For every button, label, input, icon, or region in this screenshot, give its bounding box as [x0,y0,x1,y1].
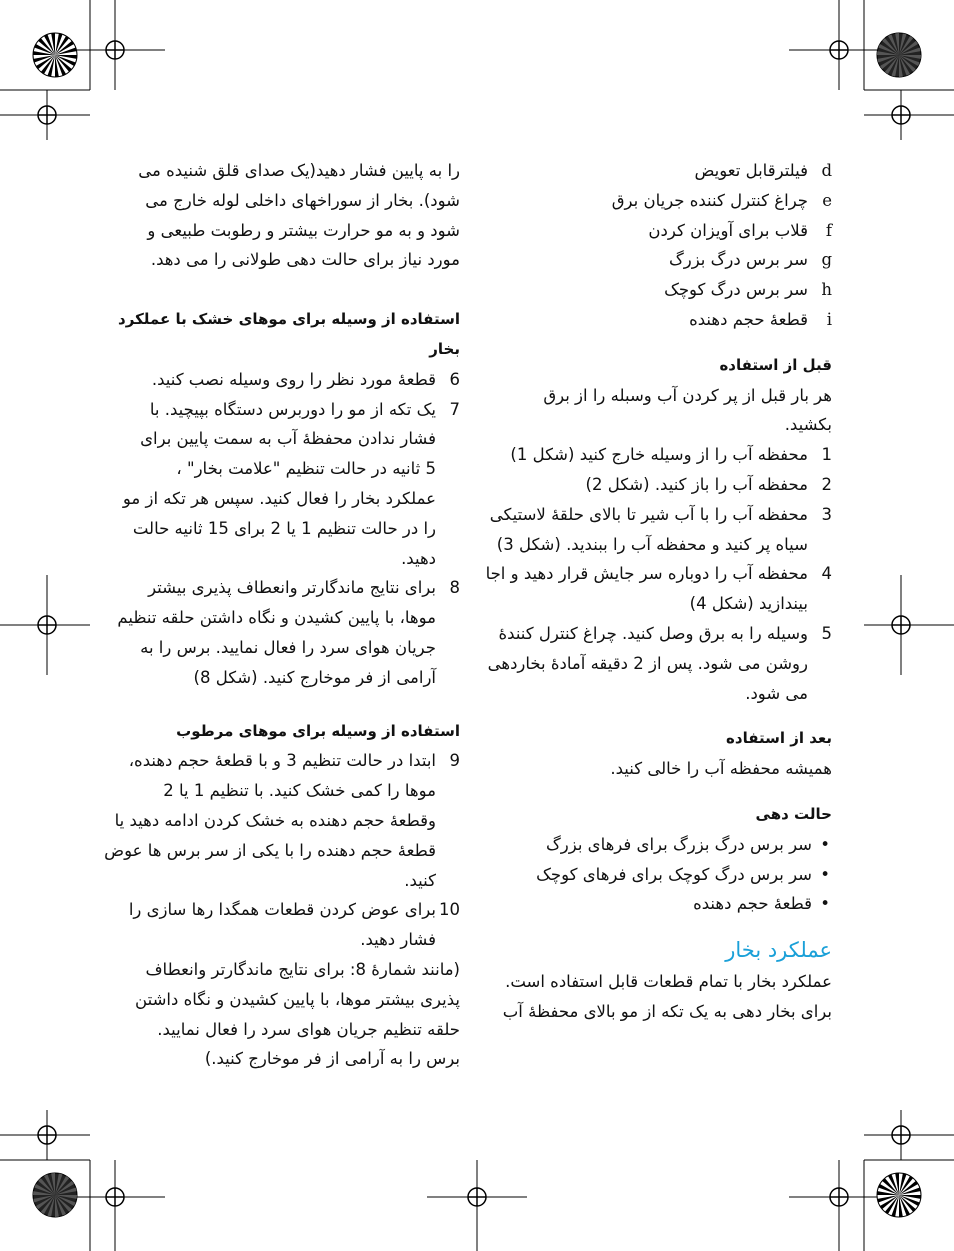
part-item [492,275,832,305]
starburst-target [33,1173,77,1217]
part-label: i [826,309,832,329]
bullet-dot: • [820,894,830,914]
step-line: جریان هوای سرد را فعال نمایید. برس را به [140,637,436,657]
step-line: بیندازید (شکل 4) [689,594,808,614]
step-line: برای عوض کردن قطعات همگدا رها سازی را [128,900,436,920]
step-line: کنید. [404,870,436,890]
step-line: دهید. [401,548,436,568]
step-line: برای نتایج ماندگارتر وانعطاف پذیری بیشتر [148,578,436,598]
step-line: یک تکه از مو را دوربرس دستگاه بپیچید. با [149,399,436,419]
note-line: (مانند شمارۀ 8: برای نتایج ماندگارتر وانعطاف [145,959,460,979]
step-number: 4 [821,564,832,584]
part-label: e [822,190,832,210]
step-line: محفظه آب را از وسیله خارج کنید (شکل 1) [510,445,808,465]
left-column [104,156,460,1074]
intro-paragraph [108,156,460,275]
part-text: فیلترقابل تعویض [694,161,808,180]
mode-text: سر برس درگ بزرگ برای فرهای بزرگ [545,834,812,854]
step-line: عملکرد بخار را فعال کنید. سپس هر تکه از مو [122,488,436,508]
modes-heading: حالت دهی [755,804,832,823]
step-line: محفظه آب را باز کنید. (شکل 2) [585,474,808,494]
mode-item [492,889,832,919]
part-item [492,305,832,335]
step-number: 9 [449,751,460,771]
curly-section-heading [108,305,460,365]
part-text: قلاب برای آویزان کردن [648,220,808,240]
parts-list [492,156,832,335]
step-line: وقطعۀ حجم دهنده به خشک کردن ادامه دهید یا [114,810,436,830]
step-number: 8 [449,578,460,598]
step-number: 3 [821,504,832,524]
mode-text: قطعۀ حجم دهنده [693,894,812,914]
part-item [492,186,832,216]
note-line: پذیری بیشتر موها، با پایین کشیدن و نگاه داشتن [135,989,460,1009]
steam-line: عملکرد بخار با تمام قطعات قابل استفاده است. [505,972,832,992]
right-column [485,156,832,1027]
intro-line: را به پایین فشار دهید(یک صدای قلق شنیده می [138,161,460,180]
step-line: قطعۀ حجم دهنده را با یکی از سر برس ها عوض [104,840,436,860]
part-item [492,156,832,186]
step-line: محفظه آب را دوباره سر جایش قرار دهید و اجا [485,564,808,584]
step-number: 5 [821,623,832,643]
step-number: 6 [449,369,460,389]
part-label: h [821,280,832,300]
starburst-target [877,1173,921,1217]
note-line: برس را به آرامی از فر موخارج کنید.) [204,1049,460,1069]
part-item [492,245,832,275]
step-item [492,470,832,500]
part-item [492,216,832,246]
curly-section-steps [108,365,460,693]
step-line: را در حالت تنظیم 1 یا 2 برای 15 ثانیه حالت [132,518,436,538]
starburst-target [33,33,77,77]
after-use-heading: بعد از استفاده [726,729,832,748]
bullet-dot: • [820,834,830,854]
step-number: 1 [821,445,832,465]
part-text: چراغ کنترل کننده جریان برق [611,190,808,210]
step-item [492,440,832,470]
step-item [108,395,460,574]
intro-line: مورد نیاز برای حالت دهی طولانی را می دهد. [150,250,460,270]
starburst-target [877,33,921,77]
part-label: f [825,220,832,240]
wet-section-heading: استفاده از وسیله برای موهای مرطوب [176,721,460,740]
heading-line: بخار [429,339,460,358]
steam-line: برای بخار دهی به یک تکه از مو بالای محفظۀ آب [502,1001,832,1021]
step-line: می شود. [745,683,808,703]
step-number: 7 [449,399,460,419]
step-line: محفظه آب را با آب شیر تا بالای حلقۀ لاستیکی [489,504,808,524]
part-label: g [821,250,832,270]
step-item [487,619,832,708]
intro-line: هر بار قبل از پر کردن آب وسبله را از برق [543,385,832,405]
step-line: موها، با پایین کشیدن و نگاه داشتن حلقه تنظیم [117,608,436,628]
step-line: موها را کمی خشک کنید. با تنظیم 1 یا 2 [163,781,436,801]
step-line: روشن می شود. پس از 2 دقیقه آمادۀ بخاردهی [487,653,808,673]
steam-function-title: عملکرد بخار [725,938,832,963]
bullet-dot: • [820,864,830,884]
note-line: حلقه تنظیم جریان هوای سرد را فعال نمایید. [157,1019,460,1039]
before-use-intro [492,381,832,441]
intro-line: بکشید. [784,415,832,435]
step-item [108,895,460,955]
part-label: d [821,161,832,180]
step-line: سیاه پر کنید و محفظه آب را ببندید. (شکل 3) [496,534,808,554]
step-line: وسیله را به برق وصل کنید. چراغ کنترل کنندۀ [498,623,808,643]
mode-text: سر برس درگ کوچک برای فرهای کوچک [536,864,812,884]
mode-item [492,860,832,890]
intro-line: شود و به مو حرارت بیشتر و رطوبت طبیعی و [147,220,460,240]
step-line: قطعۀ مورد نظر را روی وسیله نصب کنید. [151,369,436,389]
wet-section-steps [104,746,460,955]
intro-line: شود). بخار از سوراخهای داخلی لوله خارج می [145,190,460,210]
part-text: سر برس درگ کوچک [664,280,808,300]
step-number: 10 [439,900,460,920]
step-item [108,573,460,692]
step-number: 2 [821,474,832,494]
step-item [104,746,460,895]
modes-list [492,830,832,919]
steam-function-text [492,967,832,1027]
part-text: قطعۀ حجم دهنده [689,309,808,329]
step-line: فشار ندادن محفظۀ آب به سمت پایین برای [140,429,436,449]
step-line: ابتدا در حالت تنظیم 3 و با قطعۀ حجم دهنده، [128,751,436,771]
before-use-heading: قبل از استفاده [719,355,832,374]
part-text: سر برس درگ بزرگ [668,250,808,270]
before-use-steps [485,440,832,708]
step-line: آرامی از فر موخارج کنید. (شکل 8) [193,667,436,687]
step-line: فشار دهید. [360,930,436,950]
heading-line: استفاده از وسیله برای موهای خشک با عملکرد [118,310,460,329]
step-item [489,500,832,560]
wet-section-note [108,955,460,1074]
step-line: 5 ثانیه در حالت تنظیم "علامت بخار" ، [176,459,436,479]
step-item [485,559,832,619]
step-item [108,365,460,395]
after-use-text: همیشه محفظه آب را خالی کنید. [610,759,832,779]
mode-item [492,830,832,860]
